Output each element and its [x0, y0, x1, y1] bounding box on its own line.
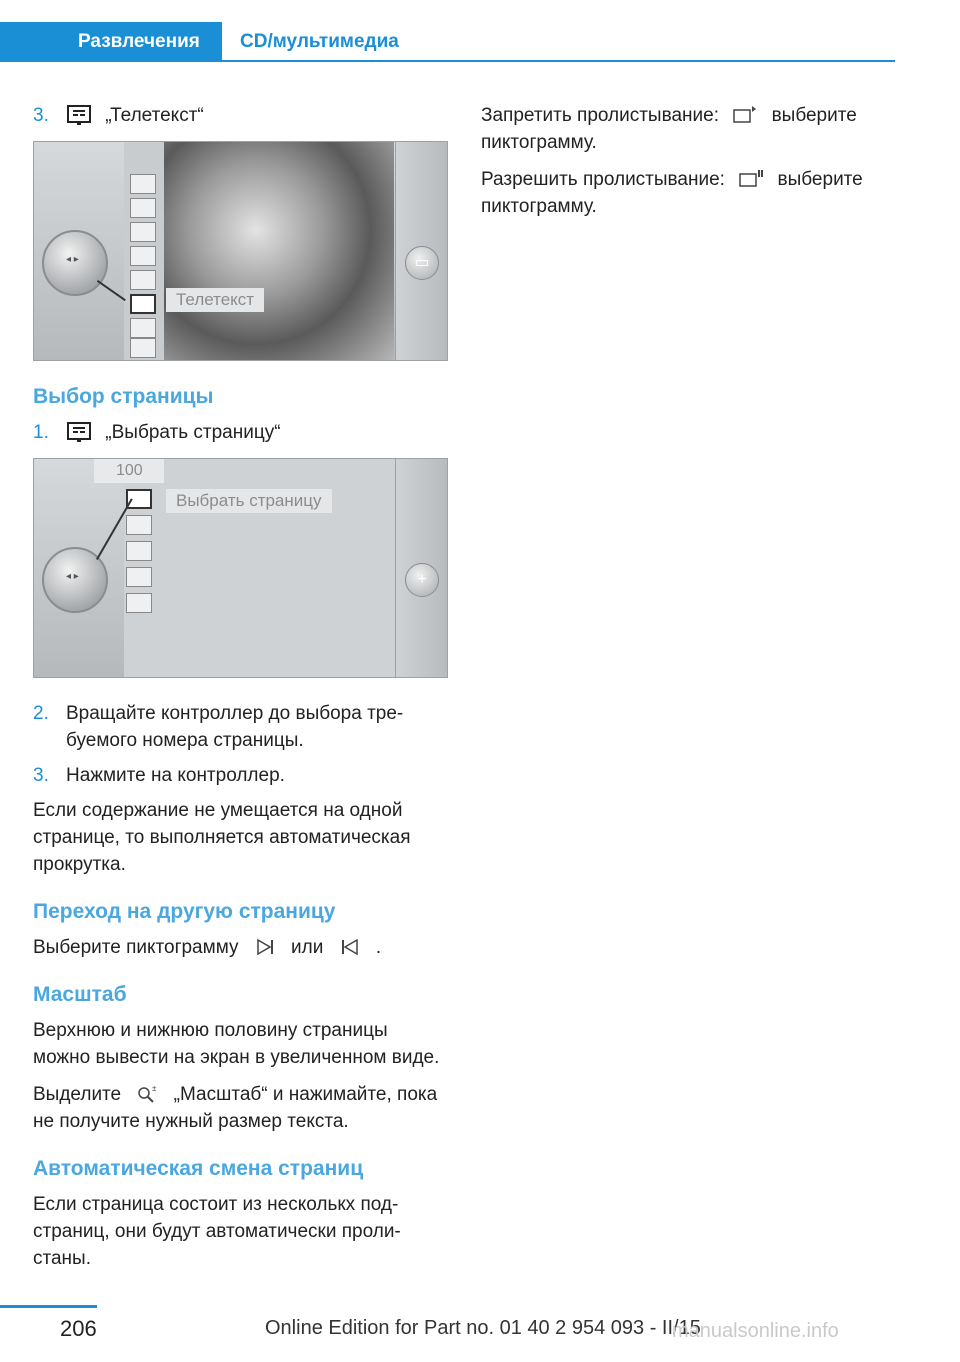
paragraph-zoom: Верхнюю и нижнюю половину страницы можно вывести на экран в увеличенном виде. — [33, 1020, 440, 1068]
section-title-zoom: Масштаб — [33, 983, 127, 1006]
watermark: manualsonline.info — [672, 1320, 839, 1342]
paragraph-enable-scroll — [481, 166, 881, 220]
paragraph-autoscroll: Если содержание не умещается на одной странице, то выполняется автоматическая прокрутка. — [33, 800, 411, 875]
text: Выделите — [33, 1084, 122, 1105]
add-icon: + — [405, 563, 439, 597]
page-number-field: 100 — [94, 459, 164, 483]
brightness-icon — [130, 318, 156, 338]
screen-mode-1-icon — [130, 222, 156, 242]
step-text: „Выбрать страницу“ — [105, 422, 281, 443]
teletext-screen-image — [33, 141, 448, 361]
step-number: 3. — [33, 765, 49, 786]
next-page-icon — [130, 174, 156, 194]
next-page-icon — [126, 515, 152, 535]
svg-text:±: ± — [152, 1084, 157, 1093]
select-page-label: Выбрать страницу — [166, 489, 332, 513]
text: Выберите пиктограмму — [33, 937, 239, 958]
controller-knob-icon: ◂ ▸ — [42, 547, 108, 613]
auto-scroll-icon — [126, 593, 152, 613]
footer-rule — [0, 1305, 97, 1308]
prev-page-icon — [337, 937, 363, 957]
zoom-icon — [134, 1084, 160, 1104]
teletext-menu-icon — [130, 294, 156, 314]
prev-page-icon — [126, 541, 152, 561]
step-number: 1. — [33, 422, 49, 443]
zoom-icon — [126, 567, 152, 587]
text: выберите пиктограмму. — [481, 105, 857, 153]
right-option-icon: ▭ — [405, 246, 439, 280]
pointer-line — [97, 280, 126, 301]
step-text: Нажмите на контроллер. — [66, 765, 285, 786]
left-column — [33, 102, 448, 1282]
header-tab-cd-multimedia[interactable]: CD/мультимедиа — [240, 31, 399, 52]
step-teletext — [33, 102, 448, 129]
paragraph-other-page — [33, 934, 448, 961]
screen-mode-2-icon — [130, 246, 156, 266]
select-page-screen-image — [33, 458, 448, 678]
section-title-select-page: Выбор страницы — [33, 385, 214, 408]
scroll-disabled-icon — [732, 105, 758, 125]
scroll-enabled-icon — [738, 169, 764, 189]
step-press — [33, 762, 448, 789]
text: . — [375, 937, 382, 958]
teletext-icon — [66, 105, 92, 125]
teletext-icon — [66, 422, 92, 442]
text: или — [291, 937, 324, 958]
right-column — [481, 102, 881, 230]
paragraph-auto-change: Если страница состоит из несколькх под-страниц, они будут автоматически проли-станы. — [33, 1194, 401, 1269]
text: „Масштаб“ и нажимайте, пока не получите нужный размер текста. — [33, 1084, 438, 1132]
header-tab-entertainment[interactable]: Развлечения — [0, 22, 222, 62]
header-rule — [222, 60, 895, 62]
page-header — [0, 0, 895, 62]
edition-info: Online Edition for Part no. 01 40 2 954 093 - II/15 — [265, 1317, 701, 1339]
next-page-icon — [252, 937, 278, 957]
screen-photo — [164, 142, 394, 361]
paragraph-disable-scroll — [481, 102, 881, 156]
screen-mode-3-icon — [130, 270, 156, 290]
step-rotate — [33, 700, 448, 754]
step-number: 3. — [33, 105, 49, 126]
step-select-page — [33, 419, 448, 446]
section-title-other-page: Переход на другую страницу — [33, 900, 336, 923]
page-number: 206 — [60, 1316, 97, 1341]
step-number: 2. — [33, 703, 49, 724]
prev-page-icon — [130, 198, 156, 218]
contrast-icon — [130, 338, 156, 358]
teletext-label: Телетекст — [166, 288, 264, 312]
step-text: „Телетекст“ — [105, 105, 204, 126]
text: выберите пиктограмму. — [481, 169, 863, 217]
text: Разрешить пролистывание: — [481, 169, 725, 190]
step-text: Вращайте контроллер до выбора тре-буемого номера страницы. — [66, 703, 404, 751]
section-title-auto-change: Автоматическая смена страниц — [33, 1157, 364, 1180]
text: Запретить пролистывание: — [481, 105, 719, 126]
controller-knob-icon: ◂ ▸ — [42, 230, 108, 296]
paragraph-zoom-select — [33, 1081, 448, 1135]
